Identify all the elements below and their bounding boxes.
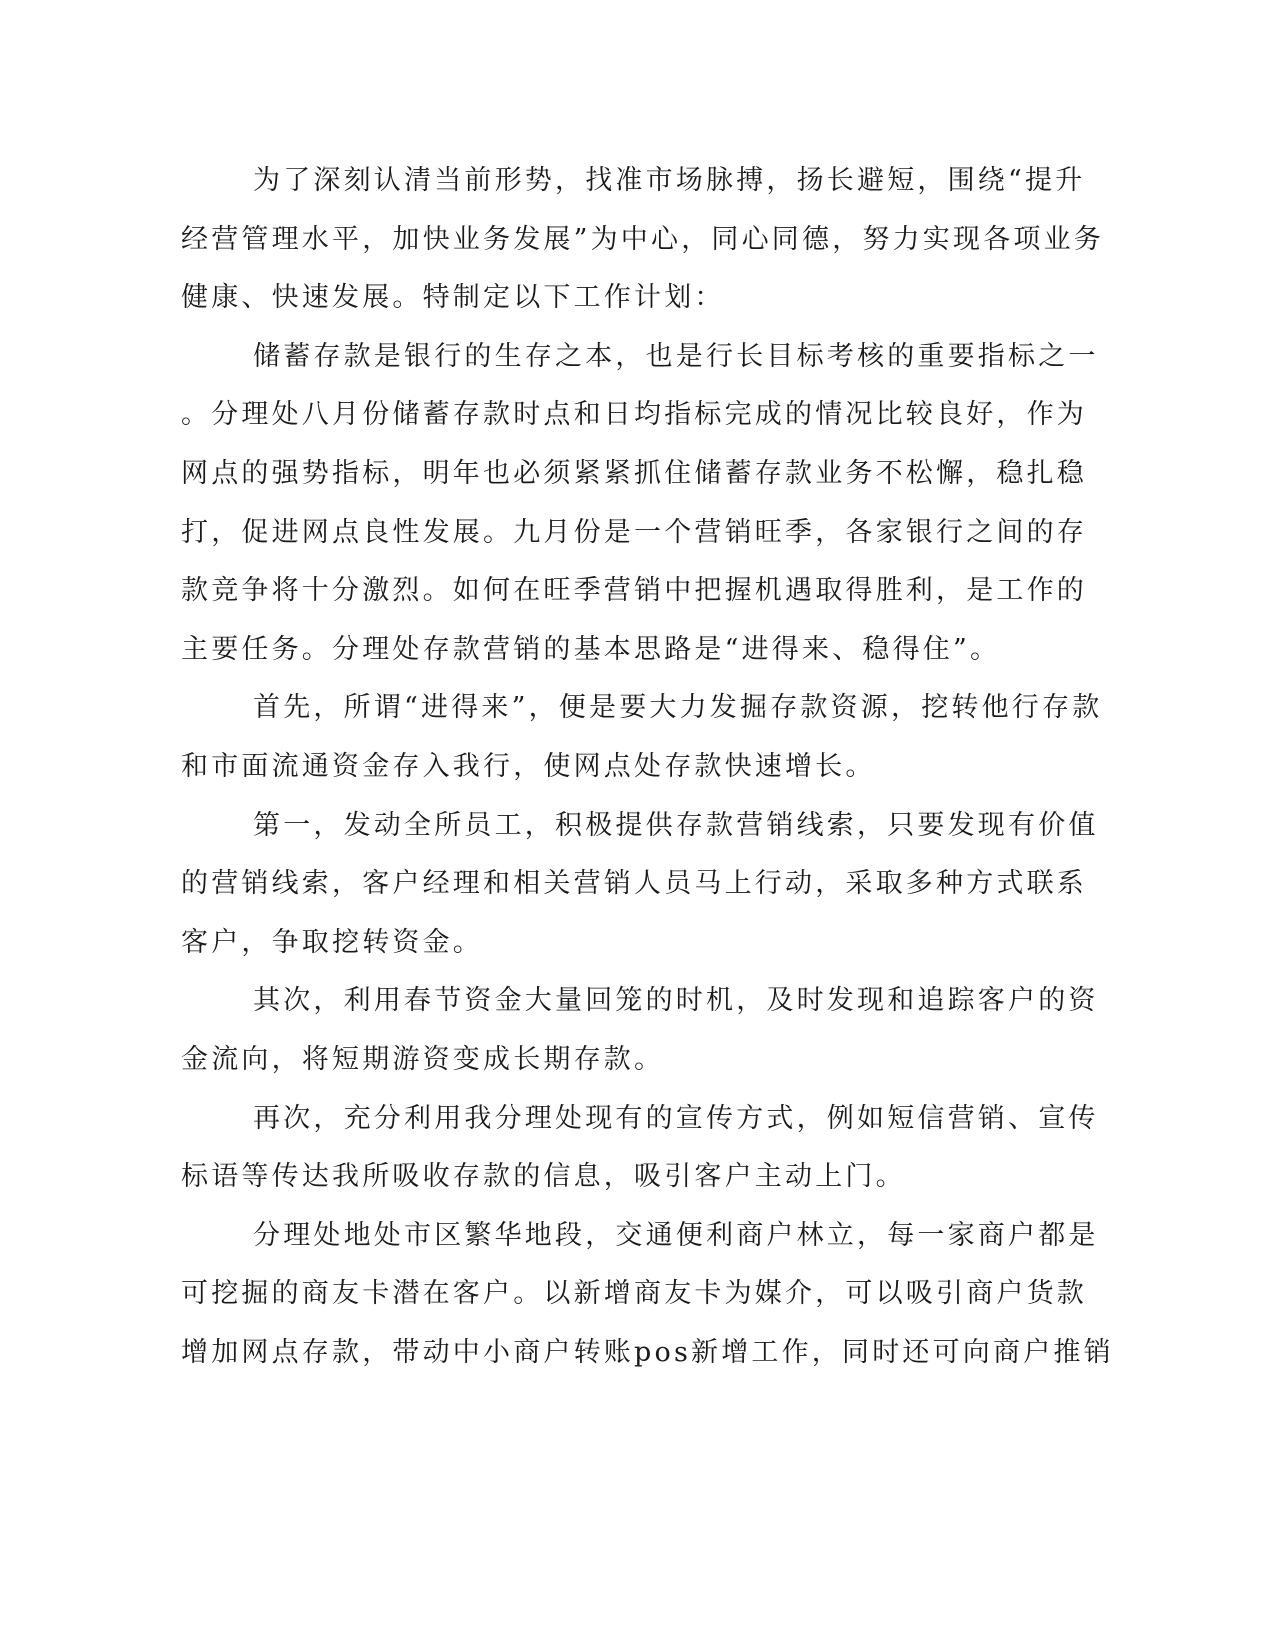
text-line: 分理处地处市区繁华地段，交通便利商户林立，每一家商户都是 <box>253 1219 1099 1251</box>
text-line: 的营销线索，客户经理和相关营销人员马上行动，采取多种方式联系 <box>181 868 1087 900</box>
text-line: 其次，利用春节资金大量回笼的时机，及时发现和追踪客户的资 <box>253 985 1099 1017</box>
paragraph-point-one <box>181 797 1099 973</box>
text-line: 和市面流通资金存入我行，使网点处存款快速增长。 <box>181 750 876 782</box>
text-line: 健康、快速发展。特制定以下工作计划： <box>181 282 725 314</box>
paragraph-second <box>181 972 1099 1089</box>
text-line: 客户，争取挖转资金。 <box>181 926 483 958</box>
text-line: 金流向，将短期游资变成长期存款。 <box>181 1043 665 1075</box>
text-line: 储蓄存款是银行的生存之本，也是行长目标考核的重要指标之一 <box>253 340 1099 372</box>
text-line: 可挖掘的商友卡潜在客户。以新增商友卡为媒介，可以吸引商户货款 <box>181 1278 1087 1310</box>
text-line: 经营管理水平，加快业务发展”为中心，同心同德，努力实现各项业务 <box>181 223 1105 255</box>
text-line: 网点的强势指标，明年也必须紧紧抓住储蓄存款业务不松懈，稳扎稳 <box>181 457 1087 489</box>
text-line: 为了深刻认清当前形势，找准市场脉搏，扬长避短，围绕“提升 <box>253 165 1086 196</box>
text-line: 打，促进网点良性发展。九月份是一个营销旺季，各家银行之间的存 <box>181 516 1087 548</box>
paragraph-intro <box>181 152 1105 328</box>
paragraph-first <box>181 679 1103 796</box>
text-line: 第一，发动全所员工，积极提供存款营销线索，只要发现有价值 <box>253 809 1099 841</box>
text-line: 款竞争将十分激烈。如何在旺季营销中把握机遇取得胜利，是工作的 <box>181 575 1087 607</box>
text-line: 增加网点存款，带动中小商户转账pos新增工作，同时还可向商户推销 <box>181 1336 1114 1368</box>
text-line: 标语等传达我所吸收存款的信息，吸引客户主动上门。 <box>181 1161 906 1193</box>
text-line: 再次，充分利用我分理处现有的宣传方式，例如短信营销、宣传 <box>253 1102 1099 1134</box>
text-line: 主要任务。分理处存款营销的基本思路是“进得来、稳得住”。 <box>181 633 1001 665</box>
text-line: 首先，所谓“进得来”，便是要大力发掘存款资源，挖转他行存款 <box>253 692 1103 724</box>
text-line: 。分理处八月份储蓄存款时点和日均指标完成的情况比较良好，作为 <box>181 399 1087 431</box>
paragraph-merchant-card <box>181 1207 1114 1383</box>
paragraph-savings-deposits <box>181 328 1099 680</box>
paragraph-third <box>181 1090 1099 1207</box>
document-page <box>181 152 1114 1382</box>
